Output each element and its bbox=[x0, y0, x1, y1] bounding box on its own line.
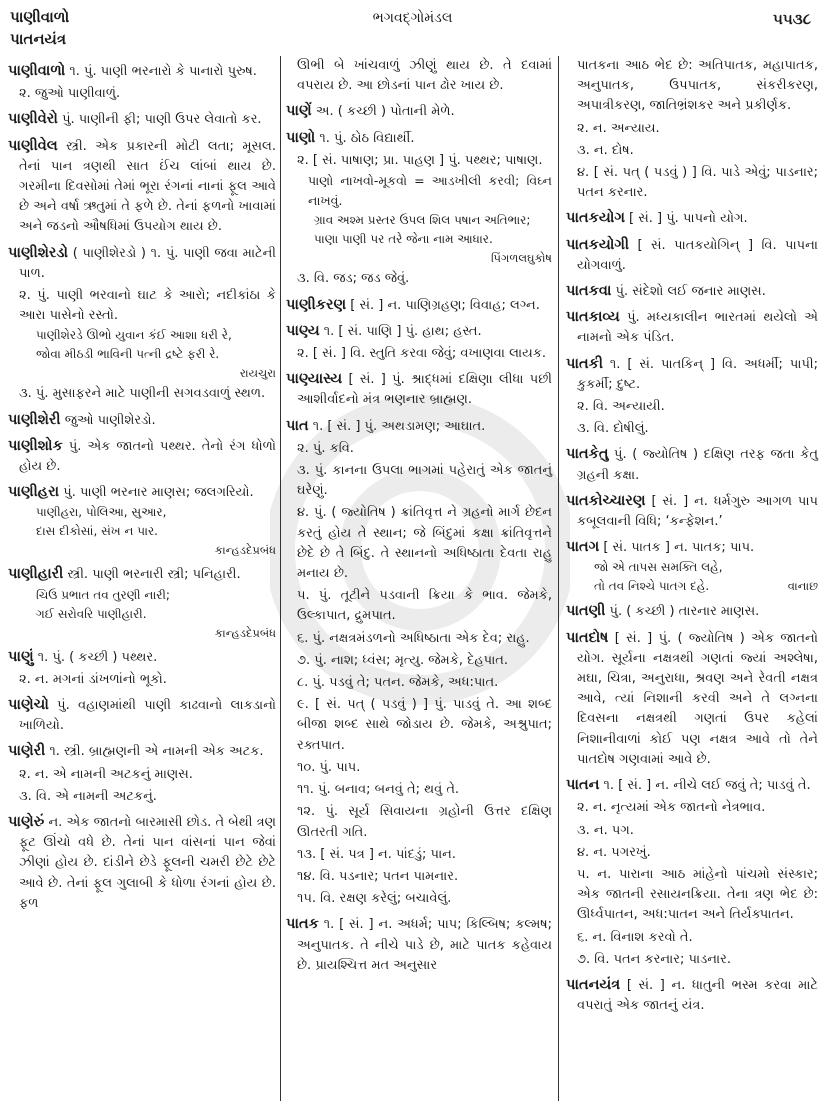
quote-line bbox=[566, 558, 818, 577]
quote-source: પિંગળલઘુકોષ bbox=[490, 251, 552, 266]
citation-quote bbox=[8, 326, 276, 382]
quote-text: પાણા પાણી પર તરે જેના નામ આધાર. bbox=[314, 232, 493, 247]
headword: પાણીકરણ bbox=[286, 296, 347, 313]
quote-line bbox=[566, 577, 818, 596]
definition-text: ૧. [ સં. ] ન. નીચે લઈ જવું તે; પાડવું તે. bbox=[603, 778, 811, 794]
sense-definition: ૧૫. વિ. રક્ષણ કરેલું; બચાવેલું. bbox=[297, 891, 452, 907]
dictionary-entry bbox=[286, 101, 552, 122]
citation-quote bbox=[8, 503, 276, 559]
dictionary-entry bbox=[286, 128, 552, 149]
continued-definition: પાતકના આઠ ભેદ છે: અતિપાતક, મહાપાતક, અનુપાતક, ઉપપાતક, સંકરીકરણ, અપાત્રીકરણ, જાતિભ્રંશકર અને પ્રકીર્ણક. bbox=[577, 58, 818, 114]
definition-text: ૧. પું. ઠોઠ વિદ્યાર્થી. bbox=[319, 130, 415, 146]
quote-text: ગ્રાવ અશ્મ પ્રસ્તર ઉપલ શિલ પષાન અતિભાર; bbox=[314, 213, 531, 228]
sense-definition: ૪. પું. ( જ્યોતિષ ) ક્રાંતિવૃત્ત ને ગ્રહનો માર્ગ છેદન કરતું હોય તે સ્થાન; જે બિંદુમાં કક્ષા ક્રાંતિવૃત્તને છેદે છે તે બિંદુ. તે સ્થાનનો અધિષ્ઠાતા દેવતા રાહુ મનાય છે. bbox=[297, 505, 552, 582]
definition-text: પું. પાણી ભરનાર માણસ; જલગરિયો. bbox=[63, 485, 254, 501]
headword: પાણેં bbox=[286, 103, 312, 120]
headword: પાતકી bbox=[566, 355, 603, 372]
definition-text: ૧. સ્ત્રી. બ્રાહ્મણની એ નામની એક અટક. bbox=[49, 744, 264, 760]
dictionary-entry bbox=[8, 109, 276, 130]
headword: પાતક bbox=[286, 916, 319, 933]
sense-definition: ૯. [ સં. પત્ ( પડવું ) ] પું. પાડવું તે. આ શબ્દ બીજા શબ્દ સાથે જોડાય છે. જેમકે, અશ્રુપાત; રક્તપાત. bbox=[297, 697, 552, 753]
definition-text: પું. પાણીની ફી; પાણી ઉપર લેવાતો કર. bbox=[62, 112, 262, 128]
quote-text: જો એ તાપસ સમક્તિ લહે, bbox=[594, 560, 723, 575]
headword: પાતકયોગ bbox=[566, 210, 625, 227]
headword: પાણ્ય bbox=[286, 322, 320, 339]
sense-definition: ૧૧. પું. બનાવ; બનવું તે; થવું તે. bbox=[297, 782, 460, 798]
sense-definition: ૨. [ સં. પાષાણ; પ્રા. પાહણ ] પું. પથ્થર; પાષાણ. bbox=[297, 152, 543, 168]
quote-text: પાણીહરા, પોલિઆ, સુઆર, bbox=[36, 505, 167, 520]
definition-text: અ. ( કચ્છી ) પોતાની મેળે. bbox=[315, 104, 455, 120]
quote-source: કાન્હડદેપ્રબંધ bbox=[214, 625, 276, 640]
sense-definition: ૨. પું. પાણી ભરવાનો ઘાટ કે આરો; નદીકાંઠા કે આરા પાસેનો રસ્તો. bbox=[19, 288, 276, 324]
definition-text: પું. વહાણમાંથી પાણી કાઢવાનો લાકડાનો ખાળિયો. bbox=[19, 698, 276, 734]
headword: પાણું bbox=[8, 648, 34, 665]
sense-definition: ૨. ન. મગનાં ડાંખળાંનો ભૂકો. bbox=[19, 671, 167, 687]
dictionary-entry bbox=[286, 369, 552, 410]
sense-definition: ૨. ન. એ નામની અટકનું માણસ. bbox=[19, 766, 193, 782]
dictionary-entry bbox=[8, 741, 276, 762]
dictionary-entry bbox=[566, 281, 818, 302]
headword: પાણેરી bbox=[8, 743, 46, 760]
sense-definition: ૬. ન. વિનાશ કરવો તે. bbox=[577, 929, 693, 945]
page-number: ૫૫૩૮ bbox=[773, 10, 811, 28]
definition-text: ૧. [ સં. ] ન. અધર્મ; પાપ; કિલ્બિષ; કલ્મષ; અનુપાતક. તે નીચે પાડે છે, માટે પાતક કહેવાય છે. પ્રાયશ્ચિત્ત મત અનુસાર bbox=[297, 917, 552, 973]
dictionary-entry bbox=[8, 647, 276, 668]
page-header bbox=[0, 4, 825, 54]
definition-text: સ્ત્રી. પાણી ભરનારી સ્ત્રી; પનિહારી. bbox=[67, 567, 241, 583]
sense-definition: ૬. પું. નક્ષત્રમંડળનો અધિષ્ઠાતા એક દેવ; રાહુ. bbox=[297, 630, 530, 646]
definition-text: ૧. પું. ( કચ્છી ) પથ્થર. bbox=[37, 649, 158, 665]
quote-line bbox=[8, 605, 276, 624]
dictionary-entry bbox=[566, 307, 818, 348]
dictionary-entry bbox=[566, 354, 818, 395]
headword: પાતકયોગી bbox=[566, 236, 630, 253]
definition-text: ૧. પું. પાણી ભરનારો કે પાનારો પુરુષ. bbox=[69, 64, 257, 79]
quote-text: ગઈ સરોવરિ પાણીહારી. bbox=[36, 606, 147, 621]
dictionary-entry bbox=[8, 436, 276, 477]
dictionary-entry bbox=[8, 564, 276, 585]
quote-text: જોવા મીઠડી ભાવિની પત્ની દ્રષ્ટે ફરી રે. bbox=[36, 347, 220, 362]
headword: પાતકવા bbox=[566, 283, 612, 300]
dictionary-entry bbox=[8, 136, 276, 238]
definition-text: [ સં. પાતકયોગિન્ ] વિ. પાપના યોગવાળું. bbox=[577, 237, 818, 273]
dictionary-entry bbox=[566, 491, 818, 532]
sense-definition: ૨. ન. નૃત્યમાં એક જાતનો નેત્રભાવ. bbox=[577, 800, 766, 816]
headword: પાણીવેલ bbox=[8, 137, 58, 154]
definition-text: ૧. [ સં. પાણિ ] પું. હાથ; હસ્ત. bbox=[323, 323, 482, 339]
quote-source: રાયચુરા bbox=[239, 366, 276, 381]
sense-definition: ૭. વિ. પતન કરનાર; પાડનાર. bbox=[577, 951, 731, 967]
headword: પાતણી bbox=[566, 603, 606, 620]
dictionary-entry bbox=[286, 295, 552, 316]
dictionary-entry bbox=[8, 695, 276, 736]
dictionary-entry bbox=[286, 321, 552, 342]
headword: પાતદોષ bbox=[566, 629, 609, 646]
idiom-phrase: પાણો નાખવો-મૂકવો = આડખીલી કરવી; વિઘ્ન નાખવું. bbox=[308, 173, 552, 209]
definition-text: પું. ( જ્યોતિષ ) દક્ષિણ તરફ જતા કેતુ ગ્રહની કક્ષા. bbox=[577, 447, 818, 483]
quote-source: કાન્હડદેપ્રબંધ bbox=[214, 543, 276, 558]
definition-text: [ સં. ] ન. ધર્મગુરુ આગળ પાપ કબૂલવાની વિધિ; ‘કન્ફેશન.’ bbox=[577, 493, 818, 530]
sense-definition: ૩. વિ. જડ; જડ જેવું. bbox=[297, 271, 410, 287]
definition-text: ન. એક જાતનો બારમાસી છોડ. તે બેથી ત્રણ ફૂટ ઊંચો વધે છે. તેનાં પાન વાંસનાં પાન જેવાં ઝીણાં હોય છે. દાંડીને છેડે ફૂલની ચમરી છેટે છેટે આવે છે. તેનાં ફૂલ ગુલાબી કે ધોળા રંગનાં હોય છે. ફળ bbox=[19, 815, 276, 911]
sense-definition: ૩. ન. દોષ. bbox=[577, 142, 634, 158]
headword: પાણીવાળો bbox=[8, 63, 66, 79]
dictionary-column-3 bbox=[566, 56, 818, 1016]
definition-text: જુઓ પાણીશેરડો. bbox=[64, 412, 156, 428]
sense-definition: ૨. વિ. અન્યાયી. bbox=[577, 399, 665, 415]
sense-definition: ૩. પું. કાનના ઉપલા ભાગમાં પહેરાતું એક જાતનું ઘરેણું. bbox=[297, 463, 552, 499]
quote-text: પાણીશેરડે ઊભો યુવાન કંઈ આશા ધરી રે, bbox=[36, 328, 232, 343]
headword: પાણીહારી bbox=[8, 566, 64, 583]
sense-definition: ૩. પું. મુસાફરને માટે પાણીની સગવડવાળું સ્થળ. bbox=[19, 386, 266, 402]
quote-line bbox=[286, 230, 552, 249]
quote-source: વાનાછ bbox=[787, 579, 818, 594]
sense-definition: ૫. પું. તૂટીને પડવાની ક્રિયા કે ભાવ. જેમકે, ઉલ્કાપાત, દ્રુમપાત. bbox=[297, 588, 552, 624]
sense-definition: ૪. ન. પગરખું. bbox=[577, 844, 651, 860]
dictionary-entry bbox=[566, 235, 818, 276]
sense-definition: ૧૩. [ સં. પત્ર ] ન. પાંદડું; પાન. bbox=[297, 846, 456, 862]
dictionary-entry bbox=[286, 914, 552, 976]
guide-word-first: પાણીવાળો bbox=[10, 8, 70, 26]
dictionary-column-1 bbox=[8, 56, 276, 914]
definition-text: પું. સંદેશો લઈ જનાર માણસ. bbox=[615, 284, 766, 300]
headword: પાત bbox=[286, 417, 309, 434]
sense-definition: ૪. [ સં. પત્ ( પડવું ) ] વિ. પાડે એવું; પાડનાર; પતન કરનાર. bbox=[577, 165, 818, 201]
dictionary-entry bbox=[566, 444, 818, 485]
dictionary-entry bbox=[8, 61, 276, 82]
quote-text: તો તવ નિશ્ચે પાતગ દહે. bbox=[594, 579, 710, 594]
dictionary-entry bbox=[8, 243, 276, 284]
headword: પાણેરું bbox=[8, 814, 45, 831]
quote-line bbox=[8, 586, 276, 605]
citation-quote bbox=[566, 558, 818, 596]
dictionary-entry bbox=[566, 775, 818, 796]
column-divider bbox=[558, 56, 559, 1101]
definition-text: [ સં. ] પું. શ્રાદ્ધમાં દક્ષિણા લીધા પછી આશીર્વાદનો મંત્ર ભણનાર બ્રાહ્મણ. bbox=[297, 372, 552, 408]
headword: પાણીવેરો bbox=[8, 111, 58, 128]
dictionary-entry bbox=[8, 812, 276, 914]
dictionary-entry bbox=[566, 975, 818, 1016]
sense-definition: ૧૨. પું. સૂર્ય સિવાયના ગ્રહોની ઉત્તર દક્ષિણ ઊતરતી ગતિ. bbox=[297, 804, 552, 840]
definition-text: ૧. [ સં. પાતકિન્ ] વિ. અધર્મી; પાપી; કુકર્મી; દુષ્ટ. bbox=[577, 356, 818, 392]
headword: પાતકોચ્ચારણ bbox=[566, 492, 646, 509]
dictionary-entry bbox=[8, 410, 276, 431]
sense-definition: ૫. ન. પારાના આઠ માંહેનો પાંચમો સંસ્કાર; એક જાતની રસાયનક્રિયા. તેના ત્રણ ભેદ છે: ઊર્ધ્વપાતન, અધ:પાતન અને તિર્યક્પાતન. bbox=[577, 866, 818, 923]
definition-text: પું. ( કચ્છી ) તારનાર માણસ. bbox=[609, 604, 760, 620]
sense-definition: ૨. જુઓ પાણીવાળું. bbox=[19, 86, 121, 102]
definition-text: [ સં. પાતક ] ન. પાતક; પાપ. bbox=[603, 540, 755, 556]
headword: પાતનયંત્ર bbox=[566, 976, 621, 993]
dictionary-column-2 bbox=[286, 56, 552, 976]
headword: પાણીશેરડો bbox=[8, 244, 69, 261]
definition-text: સ્ત્રી. એક પ્રકારની મોટી લતા; મૂસલ. તેનાં પાન ત્રણથી સાત ઈંચ લાંબાં થાય છે. ગરમીના દિવસોમાં તેમાં ભૂરા રંગનાં નાનાં ફૂલ આવે છે અને વર્ષા ઋતુમાં તે ફળે છે. તેનાં ફળનો ખાવામાં અને જડનો ઔષધિમાં ઉપયોગ થાય છે. bbox=[19, 138, 276, 235]
continued-definition: ઊભી બે ખાંચવાળું ઝીણું થાય છે. તે દવામાં વપરાય છે. આ છોડનાં પાન ઢોર ખાય છે. bbox=[297, 58, 552, 94]
definition-text: પું. મધ્યકાલીન ભારતમાં થયેલો એ નામનો એક પંડિત. bbox=[577, 310, 818, 346]
headword: પાતકાવ્ય bbox=[566, 309, 620, 326]
column-divider bbox=[280, 56, 281, 1101]
headword: પાણો bbox=[286, 129, 316, 146]
sense-definition: ૭. પું. નાશ; ધ્વંસ; મૃત્યુ. જેમકે, દેહપાત. bbox=[297, 652, 509, 668]
book-title: ભગવદ્ગોમંડલ bbox=[372, 10, 453, 26]
quote-line bbox=[8, 326, 276, 345]
sense-definition: ૨. પું. કવિ. bbox=[297, 440, 354, 456]
sense-definition: ૮. પું. પડવું તે; પતન. જેમકે, અધ:પાત. bbox=[297, 675, 499, 691]
headword: પાણીશેરી bbox=[8, 411, 61, 428]
quote-line bbox=[8, 345, 276, 364]
definition-text: [ સં. ] પું. ( જ્યોતિષ ) એક જાતનો યોગ. સૂર્યના નક્ષત્રથી ગણતાં જ્યાં અશ્લેષા, મઘા, ચિત્રા, અનુરાધા, શ્રવણ અને રેવતી નક્ષત્ર આવે, ત્યાં નિશાની કરવી અને તે લગ્નના દિવસના નક્ષત્રથી ગણતાં ઉપર કહેલાં નિશાનીવાળાં કોઈ પણ નક્ષત્ર આવે તો તેને પાતદોષ ગણવામાં આવે છે. bbox=[577, 630, 818, 767]
sense-definition: ૧૦. પું. પાપ. bbox=[297, 759, 361, 775]
headword: પાણીહરા bbox=[8, 484, 60, 501]
dictionary-entry bbox=[566, 601, 818, 622]
sense-definition: ૩. ન. પગ. bbox=[577, 822, 634, 838]
headword: પાણેચો bbox=[8, 697, 49, 714]
citation-quote bbox=[286, 211, 552, 267]
quote-text: ચિઉ પ્રભાત તવ તુરણી નારી; bbox=[36, 587, 170, 602]
dictionary-entry bbox=[566, 537, 818, 558]
definition-text: [ સં. ] પું. પાપનો યોગ. bbox=[629, 211, 748, 227]
definition-text: ( પાણીશેરડો ) ૧. પું. પાણી જવા માટેની પાળ. bbox=[19, 245, 276, 281]
sense-definition: ૨. ન. અન્યાય. bbox=[577, 120, 660, 136]
dictionary-entry bbox=[8, 482, 276, 503]
definition-text: પું. એક જાતનો પથ્થર. તેનો રંગ ધોળો હોય છે. bbox=[19, 438, 276, 475]
dictionary-entry bbox=[286, 416, 552, 437]
headword: પાતકેતુ bbox=[566, 446, 609, 463]
headword: પાતન bbox=[566, 777, 600, 794]
citation-quote bbox=[8, 586, 276, 642]
headword: પાતગ bbox=[566, 539, 600, 556]
dictionary-entry bbox=[566, 628, 818, 770]
definition-text: [ સં. ] ન. ધાતુની ભસ્મ કરવા માટે વપરાતું એક જાતનું યંત્ર. bbox=[577, 977, 818, 1014]
sense-definition: ૨. [ સં. ] વિ. સ્તુતિ કરવા જેવું; વખાણવા લાયક. bbox=[297, 346, 547, 362]
quote-text: દાસ દીકોસાં, સંખ ન પાર. bbox=[36, 524, 158, 539]
quote-line bbox=[8, 503, 276, 522]
sense-definition: ૧૪. વિ. પડનાર; પતન પામનાર. bbox=[297, 868, 459, 884]
quote-line bbox=[8, 522, 276, 541]
headword: પાણીશોક bbox=[8, 437, 63, 454]
sense-definition: ૩. વિ. દોષીલું. bbox=[577, 421, 649, 437]
guide-word-last: પાતનયંત્ર bbox=[10, 30, 67, 48]
definition-text: [ સં. ] ન. પાણિગ્રહણ; વિવાહ; લગ્ન. bbox=[350, 297, 540, 313]
definition-text: ૧. [ સં. ] પું. અથડામણ; આઘાત. bbox=[312, 418, 486, 434]
headword: પાણ્યાસ્ય bbox=[286, 371, 343, 388]
sense-definition: ૩. વિ. એ નામની અટકનું. bbox=[19, 788, 157, 804]
quote-line bbox=[286, 211, 552, 230]
dictionary-entry bbox=[566, 208, 818, 229]
